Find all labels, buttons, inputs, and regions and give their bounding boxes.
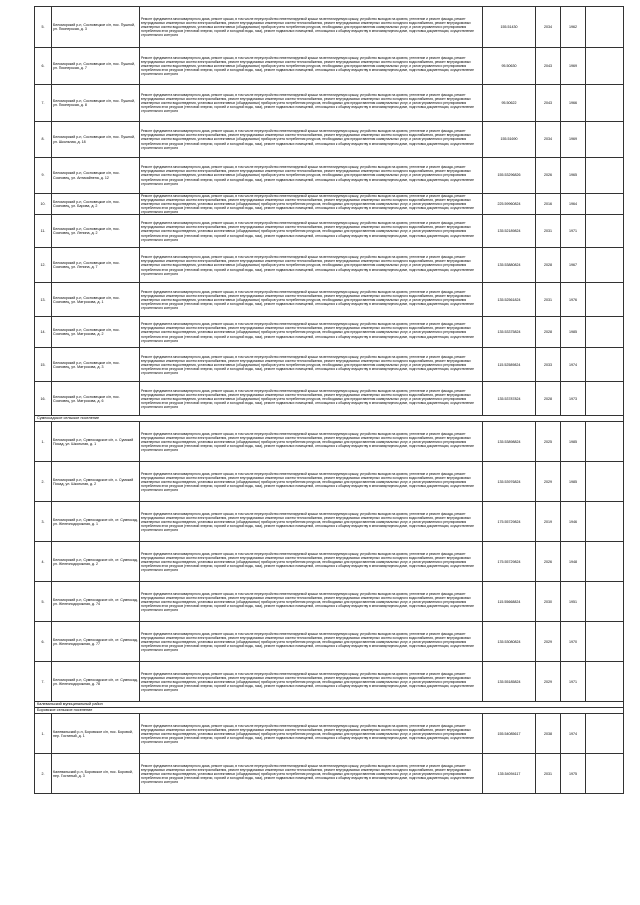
table-row	[35, 662, 624, 702]
year-built-cell: 1985	[561, 462, 586, 502]
cost-cell: 155.51690	[483, 122, 536, 158]
cost-cell: 155.54085617	[483, 714, 536, 754]
work-description-cell: Ремонт фундамента многоквартирного дома, ремонт крыши, в том числе переустройство невентилируемой крыши на вентилируемую крышу, устройство выходов на кровлю, утепление и ремонт фасада, ремонт внутридомовых инженерных систем электроснабжения, ремонт внутридомовых инженерных систем теплоснабжения, ремонт внутридомовых инженерных систем холодного водоснабжения, ремонт внутридомовых инженерных систем водоотведения, установка коллективных (общедомовых) приборов учета потребления ресурсов, необходимых для предоставления коммунальных услуг, и узлов управления и регулирования потребления этих ресурсов (тепловой энергии, горячей и холодной воды, газа), ремонт подвальных помещений, относящихся к общему имуществу в многоквартирном доме, подготовка документации, осуществление строительного контроля	[140, 317, 483, 348]
year-built-cell: 1985	[561, 317, 586, 348]
blank-cell	[586, 7, 624, 48]
year-cell: 2030	[536, 582, 561, 622]
blank-cell	[586, 542, 624, 582]
address-cell: Беломорский р-н, Сумпосадское с/п, ст. Сумпосад, ул. Железнодорожная, д. 1	[52, 502, 140, 542]
work-description-cell: Ремонт фундамента многоквартирного дома, ремонт крыши, в том числе переустройство невентилируемой крыши на вентилируемую крышу, устройство выходов на кровлю, утепление и ремонт фасада, ремонт внутридомовых инженерных систем электроснабжения, ремонт внутридомовых инженерных систем теплоснабжения, ремонт внутридомовых инженерных систем холодного водоснабжения, ремонт внутридомовых инженерных систем водоотведения, установка коллективных (общедомовых) приборов учета потребления ресурсов, необходимых для предоставления коммунальных услуг, и узлов управления и регулирования потребления этих ресурсов (тепловой энергии, горячей и холодной воды, газа), ремонт подвальных помещений, относящихся к общему имуществу в многоквартирном доме, подготовка документации, осуществление строительного контроля	[140, 462, 483, 502]
address-cell: Беломорский р-н, Сосновецкое с/п, пос. Сосновец, ул. Матросова, д. 6	[52, 382, 140, 416]
work-description-cell: Ремонт фундамента многоквартирного дома, ремонт крыши, в том числе переустройство невентилируемой крыши на вентилируемую крышу, устройство выходов на кровлю, утепление и ремонт фасада, ремонт внутридомовых инженерных систем электроснабжения, ремонт внутридомовых инженерных систем теплоснабжения, ремонт внутридомовых инженерных систем холодного водоснабжения, ремонт внутридомовых инженерных систем водоотведения, установка коллективных (общедомовых) приборов учета потребления ресурсов, необходимых для предоставления коммунальных услуг, и узлов управления и регулирования потребления этих ресурсов (тепловой энергии, горячей и холодной воды, газа), ремонт подвальных помещений, относящихся к общему имуществу в многоквартирном доме, подготовка документации, осуществление строительного контроля	[140, 622, 483, 662]
address-cell: Беломорский р-н, Сосновецкое с/п, пос. Сосновец, ул. Матросова, д. 2	[52, 317, 140, 348]
table-row	[35, 7, 624, 48]
work-description-cell: Ремонт фундамента многоквартирного дома, ремонт крыши, в том числе переустройство невентилируемой крыши на вентилируемую крышу, устройство выходов на кровлю, утепление и ремонт фасада, ремонт внутридомовых инженерных систем электроснабжения, ремонт внутридомовых инженерных систем теплоснабжения, ремонт внутридомовых инженерных систем холодного водоснабжения, ремонт внутридомовых инженерных систем водоотведения, установка коллективных (общедомовых) приборов учета потребления ресурсов, необходимых для предоставления коммунальных услуг, и узлов управления и регулирования потребления этих ресурсов (тепловой энергии, горячей и холодной воды, газа), ремонт подвальных помещений, относящихся к общему имуществу в многоквартирном доме, подготовка документации, осуществление строительного контроля	[140, 194, 483, 215]
year-built-cell: 1969	[561, 122, 586, 158]
cost-cell: 135.53880824	[483, 248, 536, 283]
year-built-cell: 1946	[561, 502, 586, 542]
year-built-cell: 1962	[561, 7, 586, 48]
address-cell: Беломорский р-н, Сосновецкое с/п, пос. Пушной, ул. Школьная, д. 18	[52, 122, 140, 158]
year-cell: 2028	[536, 248, 561, 283]
cost-cell: 115.52589824	[483, 348, 536, 382]
blank-cell	[586, 582, 624, 622]
row-number: 15.	[35, 348, 52, 382]
cost-cell: 135.53898824	[483, 422, 536, 462]
blank-cell	[586, 622, 624, 662]
cost-cell: 175.55729824	[483, 542, 536, 582]
year-cell: 2028	[536, 382, 561, 416]
row-number: 6.	[35, 622, 52, 662]
table-row	[35, 248, 624, 283]
table-row	[35, 502, 624, 542]
table-row	[35, 348, 624, 382]
blank-cell	[586, 122, 624, 158]
row-number: 2.	[35, 462, 52, 502]
year-built-cell: 1974	[561, 348, 586, 382]
blank-cell	[586, 48, 624, 85]
blank-cell	[586, 317, 624, 348]
cost-cell: 95.50630	[483, 48, 536, 85]
year-built-cell: 1971	[561, 215, 586, 248]
work-description-cell: Ремонт фундамента многоквартирного дома, ремонт крыши, в том числе переустройство невентилируемой крыши на вентилируемую крышу, устройство выходов на кровлю, утепление и ремонт фасада, ремонт внутридомовых инженерных систем электроснабжения, ремонт внутридомовых инженерных систем теплоснабжения, ремонт внутридомовых инженерных систем холодного водоснабжения, ремонт внутридомовых инженерных систем водоотведения, установка коллективных (общедомовых) приборов учета потребления ресурсов, необходимых для предоставления коммунальных услуг, и узлов управления и регулирования потребления этих ресурсов (тепловой энергии, горячей и холодной воды, газа), ремонт подвальных помещений, относящихся к общему имуществу в многоквартирном доме, подготовка документации, осуществление строительного контроля	[140, 582, 483, 622]
year-cell: 2026	[536, 542, 561, 582]
section-title: Сумпосадское сельское поселение	[35, 416, 624, 422]
table-row	[35, 754, 624, 794]
row-number: 1.	[35, 422, 52, 462]
address-cell: Беломорский р-н, Сосновецкое с/п, пос. Пушной, ул. Пионерская, д. 7	[52, 48, 140, 85]
year-built-cell: 1973	[561, 382, 586, 416]
work-description-cell: Ремонт фундамента многоквартирного дома, ремонт крыши, в том числе переустройство невентилируемой крыши на вентилируемую крышу, устройство выходов на кровлю, утепление и ремонт фасада, ремонт внутридомовых инженерных систем электроснабжения, ремонт внутридомовых инженерных систем теплоснабжения, ремонт внутридомовых инженерных систем холодного водоснабжения, ремонт внутридомовых инженерных систем водоотведения, установка коллективных (общедомовых) приборов учета потребления ресурсов, необходимых для предоставления коммунальных услуг, и узлов управления и регулирования потребления этих ресурсов (тепловой энергии, горячей и холодной воды, газа), ремонт подвальных помещений, относящихся к общему имуществу в многоквартирном доме, подготовка документации, осуществление строительного контроля	[140, 85, 483, 122]
work-description-cell: Ремонт фундамента многоквартирного дома, ремонт крыши, в том числе переустройство невентилируемой крыши на вентилируемую крышу, устройство выходов на кровлю, утепление и ремонт фасада, ремонт внутридомовых инженерных систем электроснабжения, ремонт внутридомовых инженерных систем теплоснабжения, ремонт внутридомовых инженерных систем холодного водоснабжения, ремонт внутридомовых инженерных систем водоотведения, установка коллективных (общедомовых) приборов учета потребления ресурсов, необходимых для предоставления коммунальных услуг, и узлов управления и регулирования потребления этих ресурсов (тепловой энергии, горячей и холодной воды, газа), ремонт подвальных помещений, относящихся к общему имуществу в многоквартирном доме, подготовка документации, осуществление строительного контроля	[140, 382, 483, 416]
blank-cell	[586, 85, 624, 122]
cost-cell: 135.53787824	[483, 382, 536, 416]
address-cell: Калевальский р-н, Боровское с/п, пос. Боровой, пер. Гостиный, д. 3	[52, 754, 140, 794]
repair-program-table	[34, 6, 624, 794]
address-cell: Беломорский р-н, Сосновецкое с/п, пос. Пушной, ул. Пионерская, д. 8	[52, 85, 140, 122]
year-built-cell: 1948	[561, 542, 586, 582]
year-built-cell: 1976	[561, 283, 586, 317]
blank-cell	[586, 248, 624, 283]
row-number: 1.	[35, 714, 52, 754]
table-row	[35, 122, 624, 158]
cost-cell: 135.53080824	[483, 622, 536, 662]
row-number: 5.	[35, 7, 52, 48]
year-built-cell: 1985	[561, 422, 586, 462]
work-description-cell: Ремонт фундамента многоквартирного дома, ремонт крыши, в том числе переустройство невентилируемой крыши на вентилируемую крышу, устройство выходов на кровлю, утепление и ремонт фасада, ремонт внутридомовых инженерных систем электроснабжения, ремонт внутридомовых инженерных систем теплоснабжения, ремонт внутридомовых инженерных систем холодного водоснабжения, ремонт внутридомовых инженерных систем водоотведения, установка коллективных (общедомовых) приборов учета потребления ресурсов, необходимых для предоставления коммунальных услуг, и узлов управления и регулирования потребления этих ресурсов (тепловой энергии, горячей и холодной воды, газа), ремонт подвальных помещений, относящихся к общему имуществу в многоквартирном доме, подготовка документации, осуществление строительного контроля	[140, 158, 483, 194]
cost-cell: 95.50622	[483, 85, 536, 122]
work-description-cell: Ремонт фундамента многоквартирного дома, ремонт крыши, в том числе переустройство невентилируемой крыши на вентилируемую крышу, устройство выходов на кровлю, утепление и ремонт фасада, ремонт внутридомовых инженерных систем электроснабжения, ремонт внутридомовых инженерных систем теплоснабжения, ремонт внутридомовых инженерных систем холодного водоснабжения, ремонт внутридомовых инженерных систем водоотведения, установка коллективных (общедомовых) приборов учета потребления ресурсов, необходимых для предоставления коммунальных услуг, и узлов управления и регулирования потребления этих ресурсов (тепловой энергии, горячей и холодной воды, газа), ремонт подвальных помещений, относящихся к общему имуществу в многоквартирном доме, подготовка документации, осуществление строительного контроля	[140, 122, 483, 158]
section-title: Боровское сельское поселение	[35, 708, 624, 714]
section-title: Калевальский муниципальный район	[35, 702, 624, 708]
year-cell: 2034	[536, 7, 561, 48]
table-row	[35, 382, 624, 416]
address-cell: Беломорский р-н, Сосновецкое с/п, пос. Сосновец, ул. Матросова, д. 3	[52, 348, 140, 382]
year-cell: 2026	[536, 158, 561, 194]
row-number: 3.	[35, 502, 52, 542]
table-row	[35, 85, 624, 122]
address-cell: Беломорский р-н, Сумпосадское с/п, с. Сумский Посад, ул. Школьная, д. 2	[52, 462, 140, 502]
table-row	[35, 462, 624, 502]
work-description-cell: Ремонт фундамента многоквартирного дома, ремонт крыши, в том числе переустройство невентилируемой крыши на вентилируемую крышу, устройство выходов на кровлю, утепление и ремонт фасада, ремонт внутридомовых инженерных систем электроснабжения, ремонт внутридомовых инженерных систем теплоснабжения, ремонт внутридомовых инженерных систем холодного водоснабжения, ремонт внутридомовых инженерных систем водоотведения, установка коллективных (общедомовых) приборов учета потребления ресурсов, необходимых для предоставления коммунальных услуг, и узлов управления и регулирования потребления этих ресурсов (тепловой энергии, горячей и холодной воды, газа), ремонт подвальных помещений, относящихся к общему имуществу в многоквартирном доме, подготовка документации, осуществление строительного контроля	[140, 48, 483, 85]
row-number: 16.	[35, 382, 52, 416]
row-number: 12.	[35, 248, 52, 283]
cost-cell: 155.53296826	[483, 158, 536, 194]
blank-cell	[586, 215, 624, 248]
row-number: 9.	[35, 158, 52, 194]
blank-cell	[586, 714, 624, 754]
cost-cell: 175.55729824	[483, 502, 536, 542]
cost-cell: 135.55185824	[483, 662, 536, 702]
year-cell: 2043	[536, 48, 561, 85]
year-cell: 2029	[536, 622, 561, 662]
address-cell: Беломорский р-н, Сумпосадское с/п, с. Сумский Посад, ул. Школьная, д. 1	[52, 422, 140, 462]
row-number: 10.	[35, 194, 52, 215]
year-built-cell: 1975	[561, 754, 586, 794]
address-cell: Беломорский р-н, Сумпосадское с/п, ст. Сумпосад, ул. Железнодорожная, д. 78	[52, 662, 140, 702]
table-row	[35, 48, 624, 85]
blank-cell	[586, 502, 624, 542]
address-cell: Беломорский р-н, Сосновецкое с/п, пос. Сосновец, ул. Ленина, д. 7	[52, 248, 140, 283]
address-cell: Беломорский р-н, Сумпосадское с/п, ст. Сумпосад, ул. Железнодорожная, д. 2	[52, 542, 140, 582]
blank-cell	[586, 348, 624, 382]
cost-cell: 135.53976824	[483, 462, 536, 502]
year-built-cell: 1965	[561, 158, 586, 194]
blank-cell	[586, 422, 624, 462]
table-row	[35, 283, 624, 317]
row-number: 7.	[35, 662, 52, 702]
year-cell: 2028	[536, 317, 561, 348]
year-cell: 2033	[536, 348, 561, 382]
address-cell: Беломорский р-н, Сумпосадское с/п, ст. Сумпосад, ул. Железнодорожная, д. 74	[52, 582, 140, 622]
address-cell: Беломорский р-н, Сосновецкое с/п, пос. Сосновец, ул. Антикайнена, д. 12	[52, 158, 140, 194]
year-built-cell: 1970	[561, 622, 586, 662]
year-cell: 2034	[536, 122, 561, 158]
table-row	[35, 422, 624, 462]
row-number: 13.	[35, 283, 52, 317]
blank-cell	[586, 462, 624, 502]
document-table-wrapper	[34, 6, 608, 794]
address-cell: Калевальский р-н, Боровское с/п, пос. Боровой, пер. Гостиный, д. 1	[52, 714, 140, 754]
year-built-cell: 1974	[561, 714, 586, 754]
table-row	[35, 542, 624, 582]
cost-cell: 135.53375824	[483, 317, 536, 348]
table-row	[35, 582, 624, 622]
work-description-cell: Ремонт фундамента многоквартирного дома, ремонт крыши, в том числе переустройство невентилируемой крыши на вентилируемую крышу, устройство выходов на кровлю, утепление и ремонт фасада, ремонт внутридомовых инженерных систем электроснабжения, ремонт внутридомовых инженерных систем теплоснабжения, ремонт внутридомовых инженерных систем холодного водоснабжения, ремонт внутридомовых инженерных систем водоотведения, установка коллективных (общедомовых) приборов учета потребления ресурсов, необходимых для предоставления коммунальных услуг, и узлов управления и регулирования потребления этих ресурсов (тепловой энергии, горячей и холодной воды, газа), ремонт подвальных помещений, относящихся к общему имуществу в многоквартирном доме, подготовка документации, осуществление строительного контроля	[140, 283, 483, 317]
address-cell: Беломорский р-н, Сосновецкое с/п, пос. Сосновец, ул. Барова, д. 2	[52, 194, 140, 215]
table-body	[35, 7, 624, 794]
table-row	[35, 622, 624, 662]
row-number: 8.	[35, 122, 52, 158]
blank-cell	[586, 662, 624, 702]
table-row	[35, 158, 624, 194]
row-number: 2.	[35, 754, 52, 794]
blank-cell	[586, 194, 624, 215]
work-description-cell: Ремонт фундамента многоквартирного дома, ремонт крыши, в том числе переустройство невентилируемой крыши на вентилируемую крышу, устройство выходов на кровлю, утепление и ремонт фасада, ремонт внутридомовых инженерных систем электроснабжения, ремонт внутридомовых инженерных систем теплоснабжения, ремонт внутридомовых инженерных систем холодного водоснабжения, ремонт внутридомовых инженерных систем водоотведения, установка коллективных (общедомовых) приборов учета потребления ресурсов, необходимых для предоставления коммунальных услуг, и узлов управления и регулирования потребления этих ресурсов (тепловой энергии, горячей и холодной воды, газа), ремонт подвальных помещений, относящихся к общему имуществу в многоквартирном доме, подготовка документации, осуществление строительного контроля	[140, 714, 483, 754]
table-row	[35, 714, 624, 754]
cost-cell: 135.52561824	[483, 283, 536, 317]
year-built-cell: 1951	[561, 582, 586, 622]
year-cell: 2019	[536, 502, 561, 542]
year-cell: 2025	[536, 422, 561, 462]
year-cell: 2031	[536, 283, 561, 317]
year-cell: 2029	[536, 662, 561, 702]
work-description-cell: Ремонт фундамента многоквартирного дома, ремонт крыши, в том числе переустройство невентилируемой крыши на вентилируемую крышу, устройство выходов на кровлю, утепление и ремонт фасада, ремонт внутридомовых инженерных систем электроснабжения, ремонт внутридомовых инженерных систем теплоснабжения, ремонт внутридомовых инженерных систем холодного водоснабжения, ремонт внутридомовых инженерных систем водоотведения, установка коллективных (общедомовых) приборов учета потребления ресурсов, необходимых для предоставления коммунальных услуг, и узлов управления и регулирования потребления этих ресурсов (тепловой энергии, горячей и холодной воды, газа), ремонт подвальных помещений, относящихся к общему имуществу в многоквартирном доме, подготовка документации, осуществление строительного контроля	[140, 422, 483, 462]
year-cell: 2016	[536, 194, 561, 215]
year-built-cell: 1969	[561, 48, 586, 85]
year-cell: 2043	[536, 85, 561, 122]
table-row	[35, 317, 624, 348]
blank-cell	[586, 158, 624, 194]
year-cell: 2031	[536, 215, 561, 248]
row-number: 6.	[35, 48, 52, 85]
blank-cell	[586, 754, 624, 794]
work-description-cell: Ремонт фундамента многоквартирного дома, ремонт крыши, в том числе переустройство невентилируемой крыши на вентилируемую крышу, устройство выходов на кровлю, утепление и ремонт фасада, ремонт внутридомовых инженерных систем электроснабжения, ремонт внутридомовых инженерных систем теплоснабжения, ремонт внутридомовых инженерных систем холодного водоснабжения, ремонт внутридомовых инженерных систем водоотведения, установка коллективных (общедомовых) приборов учета потребления ресурсов, необходимых для предоставления коммунальных услуг, и узлов управления и регулирования потребления этих ресурсов (тепловой энергии, горячей и холодной воды, газа), ремонт подвальных помещений, относящихся к общему имуществу в многоквартирном доме, подготовка документации, осуществление строительного контроля	[140, 502, 483, 542]
year-built-cell: 1967	[561, 248, 586, 283]
row-number: 14.	[35, 317, 52, 348]
work-description-cell: Ремонт фундамента многоквартирного дома, ремонт крыши, в том числе переустройство невентилируемой крыши на вентилируемую крышу, устройство выходов на кровлю, утепление и ремонт фасада, ремонт внутридомовых инженерных систем электроснабжения, ремонт внутридомовых инженерных систем теплоснабжения, ремонт внутридомовых инженерных систем холодного водоснабжения, ремонт внутридомовых инженерных систем водоотведения, установка коллективных (общедомовых) приборов учета потребления ресурсов, необходимых для предоставления коммунальных услуг, и узлов управления и регулирования потребления этих ресурсов (тепловой энергии, горячей и холодной воды, газа), ремонт подвальных помещений, относящихся к общему имуществу в многоквартирном доме, подготовка документации, осуществление строительного контроля	[140, 662, 483, 702]
table-row	[35, 215, 624, 248]
cost-cell: 135.54094117	[483, 754, 536, 794]
address-cell: Беломорский р-н, Сосновецкое с/п, пос. Сосновец, ул. Ленина, д. 2	[52, 215, 140, 248]
cost-cell: 135.52189824	[483, 215, 536, 248]
address-cell: Беломорский р-н, Сумпосадское с/п, ст. Сумпосад, ул. Железнодорожная, д. 77	[52, 622, 140, 662]
address-cell: Беломорский р-н, Сосновецкое с/п, пос. Сосновец, ул. Матросова, д. 1	[52, 283, 140, 317]
year-built-cell: 1966	[561, 85, 586, 122]
cost-cell: 115.55668824	[483, 582, 536, 622]
work-description-cell: Ремонт фундамента многоквартирного дома, ремонт крыши, в том числе переустройство невентилируемой крыши на вентилируемую крышу, устройство выходов на кровлю, утепление и ремонт фасада, ремонт внутридомовых инженерных систем электроснабжения, ремонт внутридомовых инженерных систем теплоснабжения, ремонт внутридомовых инженерных систем холодного водоснабжения, ремонт внутридомовых инженерных систем водоотведения, установка коллективных (общедомовых) приборов учета потребления ресурсов, необходимых для предоставления коммунальных услуг, и узлов управления и регулирования потребления этих ресурсов (тепловой энергии, горячей и холодной воды, газа), ремонт подвальных помещений, относящихся к общему имуществу в многоквартирном доме, подготовка документации, осуществление строительного контроля	[140, 542, 483, 582]
work-description-cell: Ремонт фундамента многоквартирного дома, ремонт крыши, в том числе переустройство невентилируемой крыши на вентилируемую крышу, устройство выходов на кровлю, утепление и ремонт фасада, ремонт внутридомовых инженерных систем электроснабжения, ремонт внутридомовых инженерных систем теплоснабжения, ремонт внутридомовых инженерных систем холодного водоснабжения, ремонт внутридомовых инженерных систем водоотведения, установка коллективных (общедомовых) приборов учета потребления ресурсов, необходимых для предоставления коммунальных услуг, и узлов управления и регулирования потребления этих ресурсов (тепловой энергии, горячей и холодной воды, газа), ремонт подвальных помещений, относящихся к общему имуществу в многоквартирном доме, подготовка документации, осуществление строительного контроля	[140, 348, 483, 382]
row-number: 11.	[35, 215, 52, 248]
address-cell: Беломорский р-н, Сосновецкое с/п, пос. Пушной, ул. Пионерская, д. 3	[52, 7, 140, 48]
row-number: 4.	[35, 542, 52, 582]
year-cell: 2031	[536, 754, 561, 794]
work-description-cell: Ремонт фундамента многоквартирного дома, ремонт крыши, в том числе переустройство невентилируемой крыши на вентилируемую крышу, устройство выходов на кровлю, утепление и ремонт фасада, ремонт внутридомовых инженерных систем электроснабжения, ремонт внутридомовых инженерных систем теплоснабжения, ремонт внутридомовых инженерных систем холодного водоснабжения, ремонт внутридомовых инженерных систем водоотведения, установка коллективных (общедомовых) приборов учета потребления ресурсов, необходимых для предоставления коммунальных услуг, и узлов управления и регулирования потребления этих ресурсов (тепловой энергии, горячей и холодной воды, газа), ремонт подвальных помещений, относящихся к общему имуществу в многоквартирном доме, подготовка документации, осуществление строительного контроля	[140, 215, 483, 248]
year-cell: 2038	[536, 714, 561, 754]
work-description-cell: Ремонт фундамента многоквартирного дома, ремонт крыши, в том числе переустройство невентилируемой крыши на вентилируемую крышу, устройство выходов на кровлю, утепление и ремонт фасада, ремонт внутридомовых инженерных систем электроснабжения, ремонт внутридомовых инженерных систем теплоснабжения, ремонт внутридомовых инженерных систем холодного водоснабжения, ремонт внутридомовых инженерных систем водоотведения, установка коллективных (общедомовых) приборов учета потребления ресурсов, необходимых для предоставления коммунальных услуг, и узлов управления и регулирования потребления этих ресурсов (тепловой энергии, горячей и холодной воды, газа), ремонт подвальных помещений, относящихся к общему имуществу в многоквартирном доме, подготовка документации, осуществление строительного контроля	[140, 754, 483, 794]
row-number: 5.	[35, 582, 52, 622]
year-built-cell: 1971	[561, 662, 586, 702]
cost-cell: 225.59960824	[483, 194, 536, 215]
cost-cell: 155.51430	[483, 7, 536, 48]
work-description-cell: Ремонт фундамента многоквартирного дома, ремонт крыши, в том числе переустройство невентилируемой крыши на вентилируемую крышу, устройство выходов на кровлю, утепление и ремонт фасада, ремонт внутридомовых инженерных систем электроснабжения, ремонт внутридомовых инженерных систем теплоснабжения, ремонт внутридомовых инженерных систем холодного водоснабжения, ремонт внутридомовых инженерных систем водоотведения, установка коллективных (общедомовых) приборов учета потребления ресурсов, необходимых для предоставления коммунальных услуг, и узлов управления и регулирования потребления этих ресурсов (тепловой энергии, горячей и холодной воды, газа), ремонт подвальных помещений, относящихся к общему имуществу в многоквартирном доме, подготовка документации, осуществление строительного контроля	[140, 7, 483, 48]
year-cell: 2029	[536, 462, 561, 502]
blank-cell	[586, 382, 624, 416]
row-number: 7.	[35, 85, 52, 122]
work-description-cell: Ремонт фундамента многоквартирного дома, ремонт крыши, в том числе переустройство невентилируемой крыши на вентилируемую крышу, устройство выходов на кровлю, утепление и ремонт фасада, ремонт внутридомовых инженерных систем электроснабжения, ремонт внутридомовых инженерных систем теплоснабжения, ремонт внутридомовых инженерных систем холодного водоснабжения, ремонт внутридомовых инженерных систем водоотведения, установка коллективных (общедомовых) приборов учета потребления ресурсов, необходимых для предоставления коммунальных услуг, и узлов управления и регулирования потребления этих ресурсов (тепловой энергии, горячей и холодной воды, газа), ремонт подвальных помещений, относящихся к общему имуществу в многоквартирном доме, подготовка документации, осуществление строительного контроля	[140, 248, 483, 283]
year-built-cell: 1964	[561, 194, 586, 215]
table-row	[35, 194, 624, 215]
blank-cell	[586, 283, 624, 317]
